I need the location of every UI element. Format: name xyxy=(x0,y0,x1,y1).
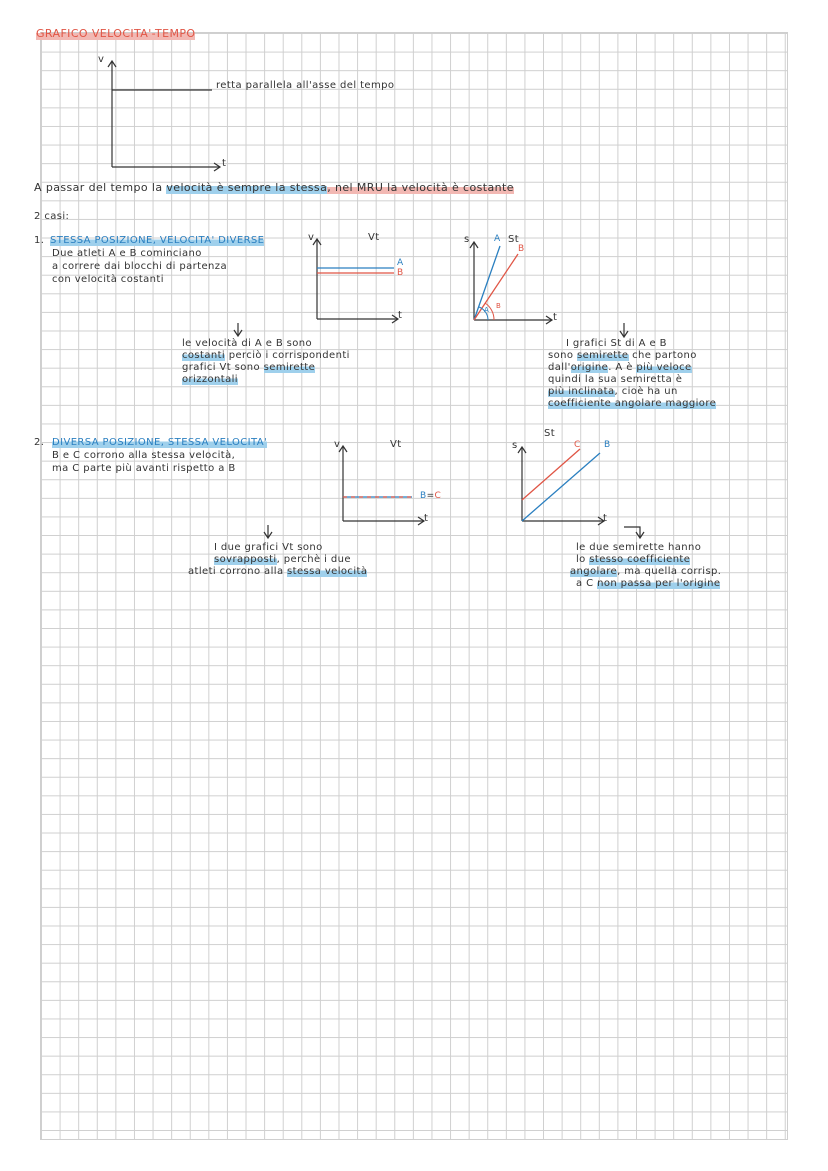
case1-st-caption-4: quindi la sua semiretta è xyxy=(548,374,683,385)
case1-st-angle-label-b: B xyxy=(496,302,502,310)
case1-st-angle-label-a: A xyxy=(484,306,490,314)
case2-title: DIVERSA POSIZIONE, STESSA VELOCITA' xyxy=(52,437,268,448)
intro-annotation: retta parallela all'asse del tempo xyxy=(216,80,395,91)
case1-vt-y-label: v xyxy=(308,232,315,243)
case1-vt-caption-1: le velocità di A e B sono xyxy=(182,338,313,349)
case2-st-caption-2: lo stesso coefficiente xyxy=(576,554,691,565)
case1-st-caption-6: coefficiente angolare maggiore xyxy=(548,398,717,409)
case2-st-y-label: s xyxy=(512,440,518,451)
case2-vt-labels: B=C xyxy=(420,491,442,501)
case1-st-title: St xyxy=(508,234,520,245)
case1-line-3: con velocità costanti xyxy=(52,274,164,285)
page-title: GRAFICO VELOCITA'-TEMPO xyxy=(36,27,196,40)
case1-st-caption-5: più inclinata, cioè ha un xyxy=(548,386,678,397)
case1-vt-caption-4: orizzontali xyxy=(182,374,238,385)
case2-st-caption-1: le due semirette hanno xyxy=(576,542,702,553)
case1-vt-label-b: B xyxy=(397,268,404,278)
case2-vt-caption-1: I due grafici Vt sono xyxy=(214,542,323,553)
case1-st-y-label: s xyxy=(464,234,470,245)
case1-line-2: a correre dai blocchi di partenza xyxy=(52,261,227,272)
case2-vt-caption-2: sovrapposti, perchè i due xyxy=(214,554,351,565)
case1-st-caption-1: I grafici St di A e B xyxy=(566,338,667,349)
statement: A passar del tempo la velocità è sempre la stessa, nel MRU la velocità è costante xyxy=(34,181,514,194)
case1-st-caption-2: sono semirette che partono xyxy=(548,350,697,361)
intro-x-label: t xyxy=(222,158,227,169)
case2-st-x-label: t xyxy=(603,513,608,524)
case2-line-1: B e C corrono alla stessa velocità, xyxy=(52,450,236,461)
case2-number: 2. xyxy=(34,437,45,448)
case1-number: 1. xyxy=(34,235,45,246)
case1-vt-caption-2: costanti perciò i corrispondenti xyxy=(182,350,350,361)
case2-st-label-c: C xyxy=(574,440,581,450)
case1-st-x-label: t xyxy=(553,312,558,323)
case1-line-1: Due atleti A e B cominciano xyxy=(52,248,202,259)
case1-vt-title: Vt xyxy=(368,232,380,243)
case1-vt-label-a: A xyxy=(397,258,404,268)
case2-vt-y-label: v xyxy=(334,439,341,450)
case1-vt-caption-3: grafici Vt sono semirette xyxy=(182,362,316,373)
case2-vt-x-label: t xyxy=(424,513,429,524)
case1-st-caption-3: dall'origine. A è più veloce xyxy=(548,362,692,373)
intro-y-label: v xyxy=(98,54,105,65)
case2-st-label-b: B xyxy=(604,440,611,450)
case1-vt-x-label: t xyxy=(398,310,403,321)
cases-label: 2 casi: xyxy=(34,211,70,222)
case2-st-caption-4: a C non passa per l'origine xyxy=(576,578,721,589)
case2-st-caption-3: angolare, ma quella corrisp. xyxy=(570,566,722,577)
case2-vt-caption-3: atleti corrono alla stessa velocità xyxy=(188,566,368,577)
case2-vt-title: Vt xyxy=(390,439,402,450)
case1-title: STESSA POSIZIONE, VELOCITA' DIVERSE xyxy=(50,235,265,246)
case2-line-2: ma C parte più avanti rispetto a B xyxy=(52,463,236,474)
case1-st-label-b: B xyxy=(518,244,525,254)
case2-st-title: St xyxy=(544,428,556,439)
case1-st-label-a: A xyxy=(494,234,501,244)
